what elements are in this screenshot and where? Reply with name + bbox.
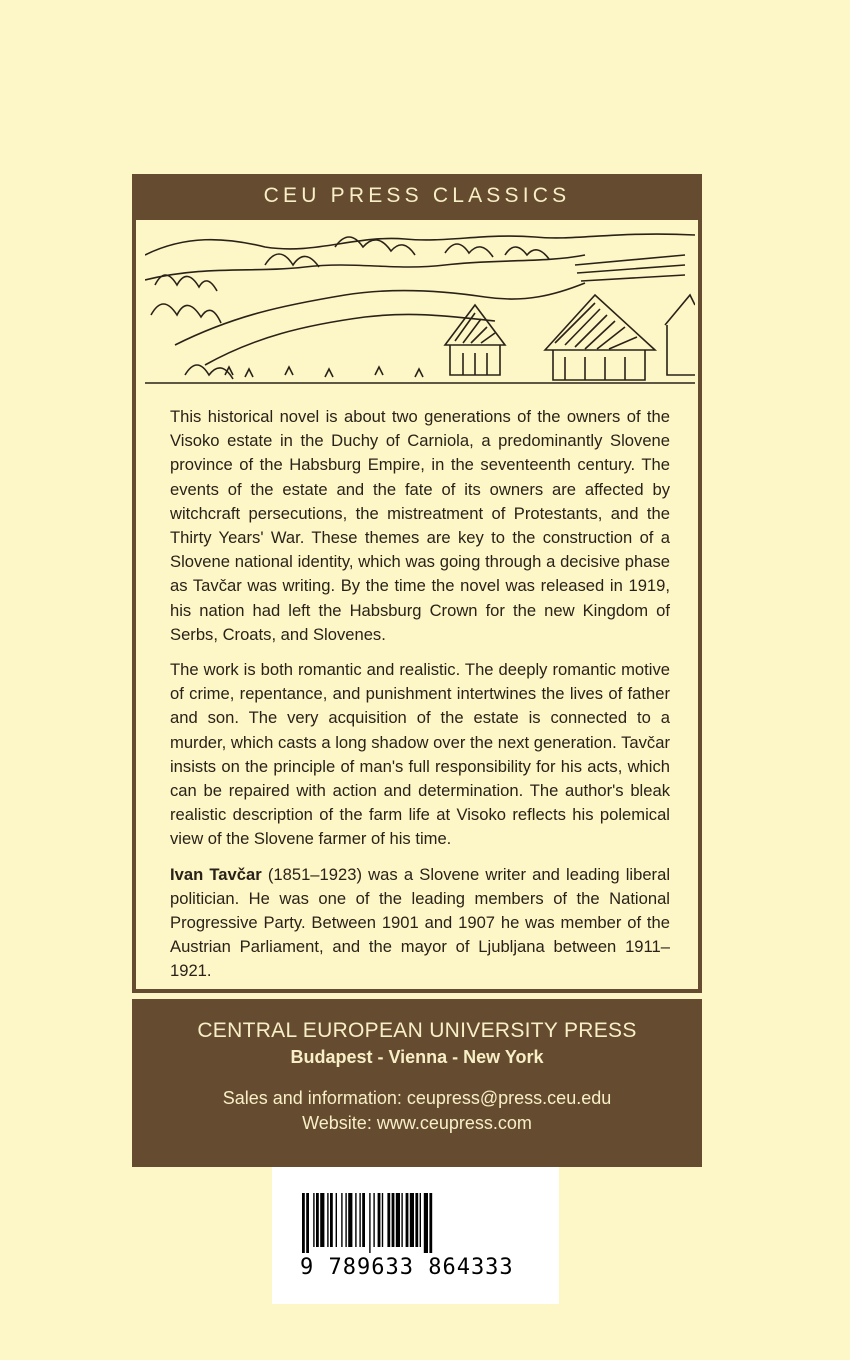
blurb-text	[170, 405, 670, 995]
publisher-website: Website: www.ceupress.com	[302, 1113, 532, 1133]
publisher-sales-email: Sales and information: ceupress@press.ceu.edu	[222, 1088, 612, 1108]
blurb-paragraph-1: This historical novel is about two generations of the owners of the Visoko estate in the Duchy of Carniola, a predominantly Slovene province of the Habsburg Empire, in the seventeenth century. The events of the estate and the fate of its owners are affected by witchcraft persecutions, the mistreatment of Protestants, and the Thirty Years' War. These themes are key to the construction of a Slovene national identity, which was going through a decisive phase as Tavčar was writing. By the time the novel was released in 1919, his nation had left the Habsburg Crown for the new Kingdom of Serbs, Croats, and Slovenes.	[170, 407, 670, 644]
publisher-name: CENTRAL EUROPEAN UNIVERSITY PRESS	[197, 1019, 637, 1042]
publisher-cities: Budapest - Vienna - New York	[290, 1047, 544, 1067]
series-title: CEU PRESS CLASSICS	[263, 184, 571, 207]
barcode	[272, 1167, 559, 1304]
barcode-digits: 9 789633 864333	[300, 1255, 514, 1280]
series-title-band	[132, 174, 702, 216]
village-landscape-icon	[145, 225, 695, 385]
barcode-icon	[302, 1193, 532, 1253]
publisher-band	[132, 999, 702, 1167]
blurb-paragraph-2: The work is both romantic and realistic. The deeply romantic motive of crime, repentance, and punishment intertwines the lives of father and son. The very acquisition of the estate is connected to a murder, which casts a long shadow over the next generation. Tavčar insists on the principle of man's full responsibility for his acts, which can be repaired with action and determination. The author's bleak realistic description of the farm life at Visoko reflects his polemical view of the Slovene farmer of his time.	[170, 660, 670, 849]
blurb-frame	[132, 216, 702, 993]
village-landscape-illustration	[145, 225, 695, 385]
author-name: Ivan Tavčar	[170, 864, 262, 884]
author-paragraph	[170, 863, 670, 984]
blurb-frame-inner	[136, 220, 698, 989]
author-bio: (1851–1923) was a Slovene writer and leading liberal politician. He was one of the leading members of the National Progressive Party. Between 1901 and 1907 he was member of the Austrian Parliament, and the mayor of Ljubljana between 1911–1921.	[170, 864, 670, 981]
